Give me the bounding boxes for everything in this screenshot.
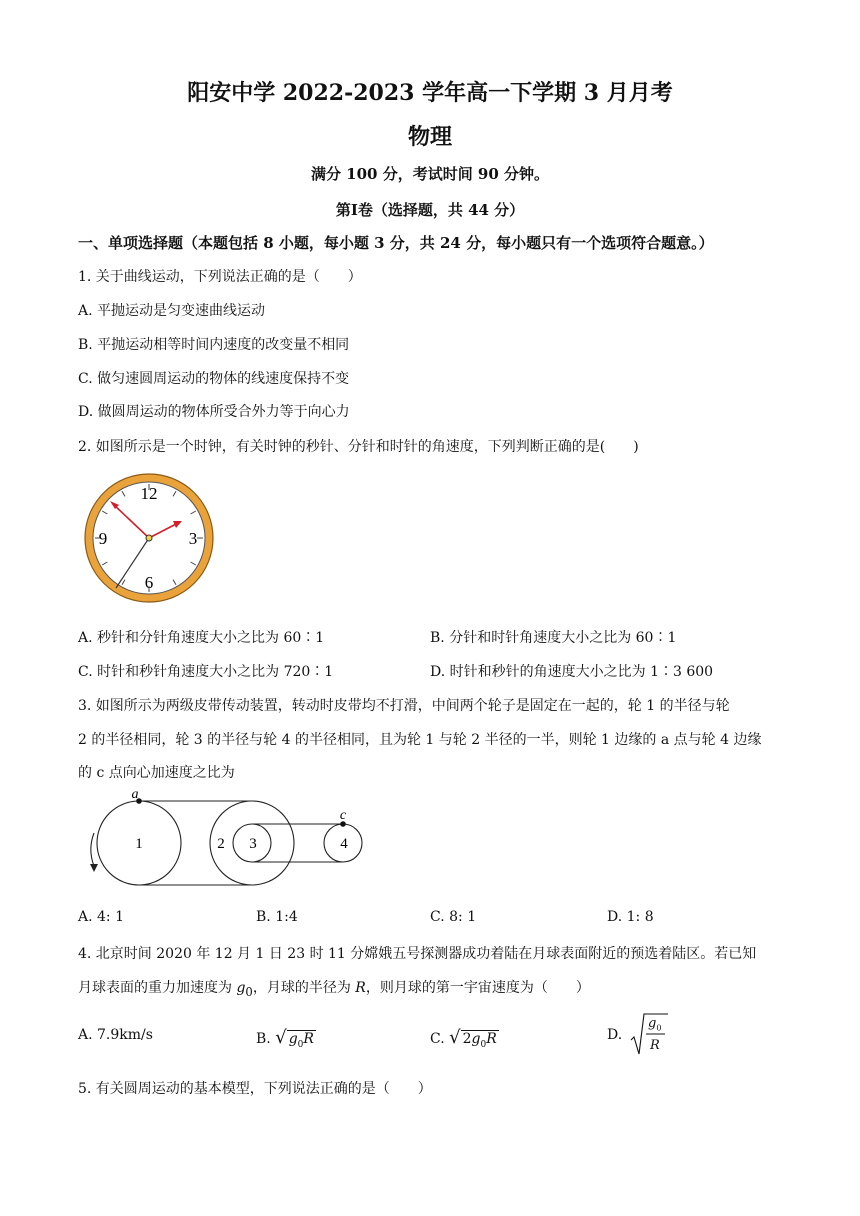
symbol-g-subscript: 0	[656, 1023, 662, 1033]
q4-line-2	[78, 977, 590, 999]
label-a: a	[131, 788, 139, 802]
symbol-R: R	[303, 1031, 314, 1047]
symbol-g: g	[471, 1031, 481, 1047]
belt-pulley-figure	[80, 788, 375, 896]
label-wheel-2: 2	[217, 836, 225, 852]
q4-option-b	[256, 1027, 316, 1050]
q4-line-1: 4. 北京时间 2020 年 12 月 1 日 23 时 11 分嫦娥五号探测器成功着陆在月球表面附近的预选着陆区。若已知	[78, 946, 757, 962]
q2-option-a: A. 秒针和分针角速度大小之比为 60∶1	[78, 630, 325, 646]
q3-line-3: 的 c 点向心加速度之比为	[78, 765, 235, 781]
clock-number-3: 3	[188, 529, 198, 548]
exam-title: 阳安中学 2022-2023 学年高一下学期 3 月月考	[187, 80, 673, 106]
clock-center	[146, 535, 152, 541]
symbol-g: g	[236, 980, 246, 996]
q1-option-d: D. 做圆周运动的物体所受合外力等于向心力	[78, 404, 350, 420]
q4-option-c-label: C.	[430, 1031, 445, 1047]
radicand-b	[287, 1030, 316, 1050]
q3-option-c: C. 8: 1	[430, 909, 477, 925]
q5-stem: 5. 有关圆周运动的基本模型，下列说法正确的是（ ）	[78, 1081, 432, 1097]
q4-option-a: A. 7.9km/s	[78, 1027, 153, 1043]
q3-option-d: D. 1: 8	[607, 909, 654, 925]
section-heading: 一、单项选择题（本题包括 8 小题，每小题 3 分，共 24 分，每小题只有一个选项符合题意。）	[78, 234, 714, 252]
symbol-g: g	[288, 1031, 298, 1047]
symbol-R: R	[355, 980, 366, 996]
q3-option-b: B. 1:4	[256, 909, 298, 925]
clock-number-6: 6	[144, 573, 154, 592]
label-wheel-4: 4	[340, 836, 348, 852]
part-title: 第Ⅰ卷（选择题，共 44 分）	[335, 201, 525, 219]
symbol-g-subscript: 0	[480, 1039, 487, 1050]
label-c: c	[339, 808, 347, 823]
q4-text-part-2: ，月球的半径为	[252, 980, 356, 996]
q4-text-part-3: ，则月球的第一宇宙速度为（ ）	[365, 980, 590, 996]
q2-option-c: C. 时针和秒针角速度大小之比为 720∶1	[78, 664, 334, 680]
subject-title: 物理	[407, 124, 452, 150]
q1-option-a: A. 平抛运动是匀变速曲线运动	[78, 303, 266, 319]
exam-info: 满分 100 分，考试时间 90 分钟。	[310, 165, 550, 183]
symbol-g: g	[648, 1016, 657, 1031]
clock-figure	[82, 470, 218, 606]
clock-number-9: 9	[98, 529, 108, 548]
fraction-numerator	[648, 1016, 661, 1033]
q1-option-c: C. 做匀速圆周运动的物体的线速度保持不变	[78, 371, 350, 387]
label-wheel-3: 3	[249, 836, 257, 852]
sqrt-sign-c: √	[449, 1027, 461, 1048]
q2-stem: 2. 如图所示是一个时钟，有关时钟的秒针、分针和时针的角速度，下列判断正确的是( )	[78, 439, 639, 455]
rotation-arrow-arc	[91, 833, 94, 866]
symbol-R: R	[486, 1031, 497, 1047]
q3-option-a: A. 4: 1	[78, 909, 124, 925]
rotation-arrow-head	[90, 864, 98, 872]
q4-option-d-label: D.	[607, 1027, 623, 1043]
fraction-denominator: R	[650, 1038, 660, 1053]
q1-stem: 1. 关于曲线运动，下列说法正确的是（ ）	[78, 269, 362, 285]
q4-option-c	[430, 1027, 499, 1050]
clock-number-12: 12	[140, 484, 158, 503]
symbol-g-subscript: 0	[297, 1039, 304, 1050]
q4-text-part-1: 月球表面的重力加速度为	[78, 980, 237, 996]
coefficient-2: 2	[462, 1031, 472, 1047]
q4-option-d-formula	[630, 1010, 670, 1058]
q1-option-b: B. 平抛运动相等时间内速度的改变量不相同	[78, 337, 350, 353]
label-wheel-1: 1	[135, 836, 143, 852]
sqrt-sign-b: √	[275, 1027, 287, 1048]
q3-line-1: 3. 如图所示为两级皮带传动装置，转动时皮带均不打滑，中间两个轮子是固定在一起的，轮 1 的半径与轮	[78, 698, 730, 714]
q2-option-b: B. 分针和时针角速度大小之比为 60∶1	[430, 630, 677, 646]
q4-option-b-label: B.	[256, 1031, 271, 1047]
radicand-c	[461, 1030, 499, 1050]
q2-option-d: D. 时针和秒针的角速度大小之比为 1∶3 600	[430, 664, 714, 680]
symbol-g-subscript: 0	[245, 984, 253, 999]
q3-line-2: 2 的半径相同，轮 3 的半径与轮 4 的半径相同，且为轮 1 与轮 2 半径的一半，则轮 1 边缘的 a 点与轮 4 边缘	[78, 732, 762, 748]
